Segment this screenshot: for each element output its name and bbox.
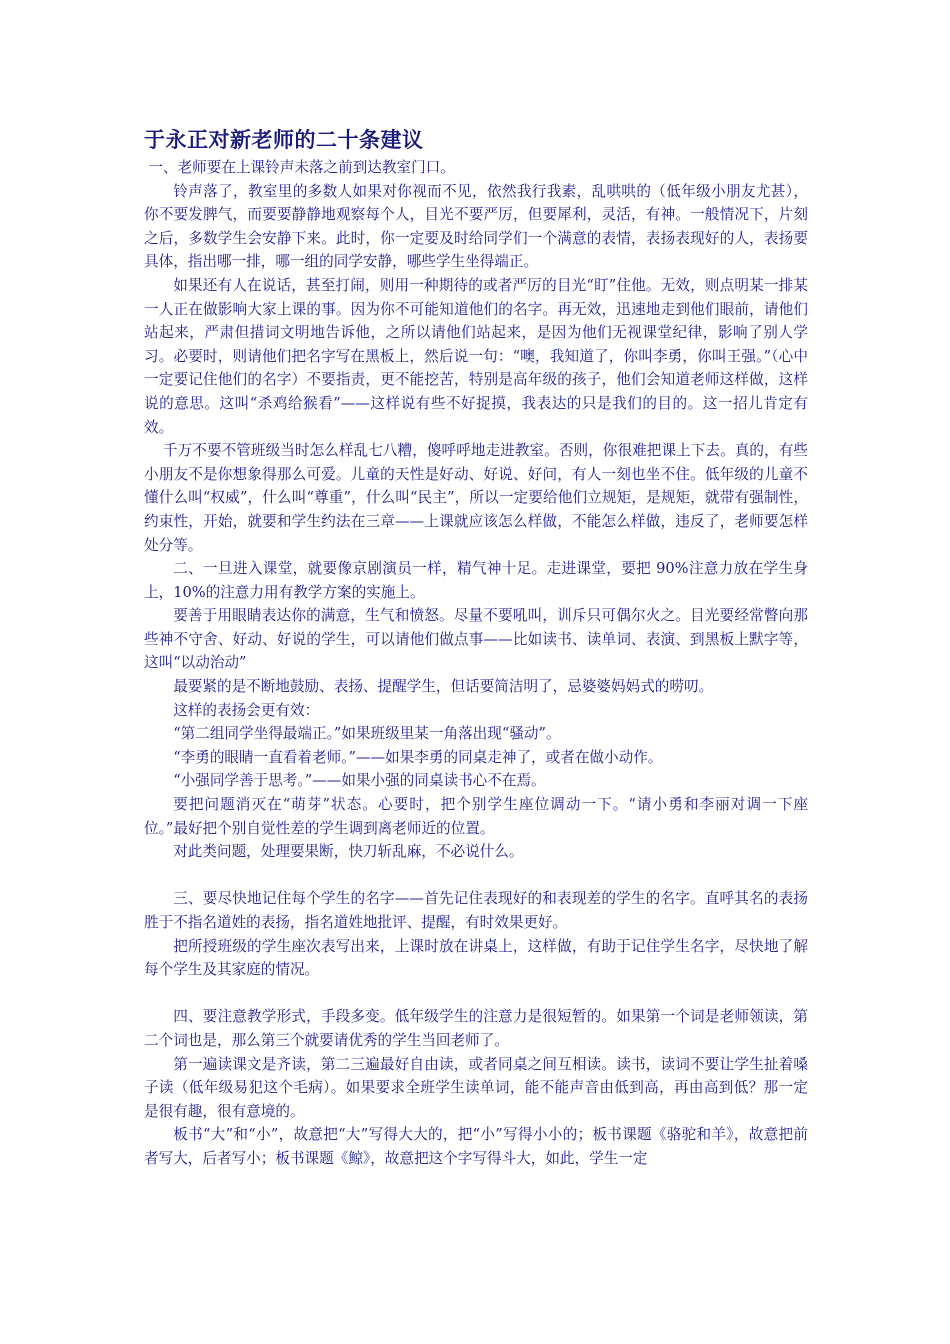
paragraph-p5: 二、一旦进入课堂，就要像京剧演员一样，精气神十足。走进课堂，要把 90%注意力放在学生身上，10%的注意力用有教学方案的实施上。 (144, 560, 808, 601)
document-title: 于永正对新老师的二十条建议 (144, 128, 424, 152)
paragraph-p9: “第二组同学坐得最端正。”如果班级里某一角落出现“骚动”。 (173, 725, 561, 743)
paragraph-p13: 对此类问题，处理要果断，快刀斩乱麻，不必说什么。 (173, 843, 524, 861)
paragraph-p4: 千万不要不管班级当时怎么样乱七八糟，傻呼呼地走进教室。否则，你很难把课上下去。真的，有些小朋友不是你想象得那么可爱。儿童的天性是好动、好说、好问，有人一刻也坐不住。低年级的儿童不懂什么叫“权威”，什么叫“尊重”，什么叫“民主”，所以一定要给他们立规矩，是规矩，就带有强制性，约束性，开始，就要和学生约法在三章——上课就应该怎么样做，不能怎么样做，违反了，老师要怎样处分等。 (144, 442, 808, 554)
paragraph-p20: 板书“大”和“小”，故意把“大”写得大大的，把“小”写得小小的；板书课题《骆驼和羊》，故意把前者写大，后者写小；板书课题《鲸》，故意把这个字写得斗大，如此，学生一定 (144, 1126, 808, 1167)
paragraph-p19: 第一遍读课文是齐读，第二三遍最好自由读，或者同桌之间互相读。读书，读词不要让学生扯着嗓子读（低年级易犯这个毛病）。如果要求全班学生读单词，能不能声音由低到高，再由高到低？那一定是很有趣，很有意境的。 (144, 1055, 808, 1120)
paragraph-p11: “小强同学善于思考。”——如果小强的同桌读书心不在焉。 (173, 772, 546, 790)
paragraph-p8: 这样的表扬会更有效： (173, 701, 320, 719)
paragraph-p3: 如果还有人在说话，甚至打闹，则用一种期待的或者严厉的目光“盯”住他。无效，则点明某一排某一人正在做影响大家上课的事。因为你不可能知道他们的名字。再无效，迅速地走到他们眼前，请他们站起来，严肃但措词文明地告诉他，之所以请他们站起来，是因为他们无视课堂纪律，影响了别人学习。必要时，则请他们把名字写在黑板上，然后说一句：“噢，我知道了，你叫李勇，你叫王强。”（心中一定要记住他们的名字）不要指责，更不能挖苦，特别是高年级的孩子，他们会知道老师这样做，这样说的意思。这叫“杀鸡给猴看”——这样说有些不好捉摸，我表达的只是我们的目的。这一招儿肯定有效。 (144, 276, 808, 436)
paragraph-spacer (144, 982, 808, 1006)
paragraph-spacer (144, 864, 808, 888)
paragraph-p16: 把所授班级的学生座次表写出来，上课时放在讲桌上，这样做，有助于记住学生名字，尽快地了解每个学生及其家庭的情况。 (144, 937, 808, 979)
paragraph-p18: 四、要注意教学形式，手段多变。低年级学生的注意力是很短暂的。如果第一个词是老师领读，第二个词也是，那么第三个就要请优秀的学生当回老师了。 (144, 1008, 808, 1049)
paragraph-p7: 最要紧的是不断地鼓励、表扬、提醒学生，但话要简洁明了，忌婆婆妈妈式的唠叨。 (173, 678, 714, 696)
document-page (144, 126, 808, 1171)
paragraph-p15: 三、要尽快地记住每个学生的名字——首先记住表现好的和表现差的学生的名字。直呼其名的表扬胜于不指名道姓的表扬，指名道姓地批评、提醒，有时效果更好。 (144, 890, 808, 931)
paragraph-p1: 一、老师要在上课铃声未落之前到达教室门口。 (148, 159, 455, 176)
paragraph-p12: 要把问题消灭在“萌芽”状态。心要时，把个别学生座位调动一下。“请小勇和李丽对调一下座位。”最好把个别自觉性差的学生调到离老师近的位置。 (144, 796, 808, 837)
paragraph-p6: 要善于用眼睛表达你的满意，生气和愤怒。尽量不要吼叫，训斥只可偶尔火之。目光要经常瞥向那些神不守舍、好动、好说的学生，可以请他们做点事——比如读书、读单词、表演、到黑板上默字等，这叫“以动治动” (144, 607, 808, 672)
paragraph-p10: “李勇的眼睛一直看着老师。”——如果李勇的同桌走神了，或者在做小动作。 (173, 748, 663, 766)
document-body (144, 156, 808, 1171)
paragraph-p2: 铃声落了，教室里的多数人如果对你视而不见，依然我行我素，乱哄哄的（低年级小朋友尤甚），你不要发脾气，而要要静静地观察每个人，目光不要严厉，但要犀利，灵活，有神。一般情况下，片刻之后，多数学生会安静下来。此时，你一定要及时给同学们一个满意的表情，表扬表现好的人，表扬要具体，指出哪一排，哪一组的同学安静，哪些学生坐得端正。 (144, 182, 808, 271)
